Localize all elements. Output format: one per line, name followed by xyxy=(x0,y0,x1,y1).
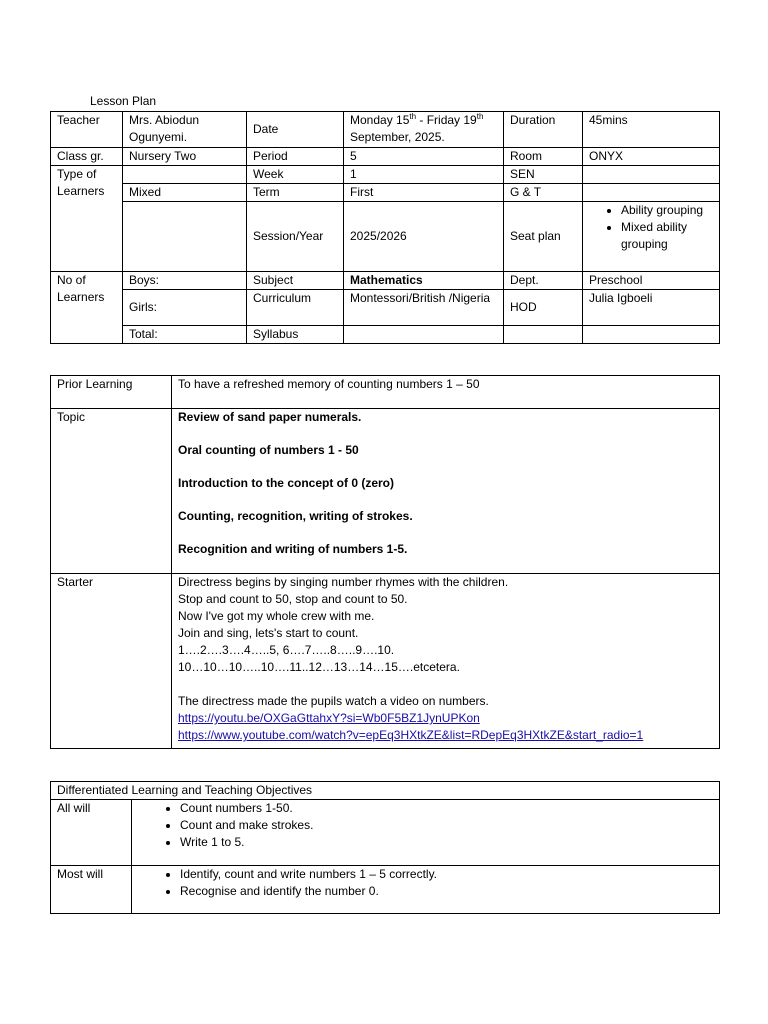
list-item: • Recognise and identify the number 0. xyxy=(180,883,713,900)
lesson-details-table xyxy=(50,375,720,749)
boys-label: Boys: xyxy=(123,272,247,290)
starter-line: Join and sing, lets's start to count. xyxy=(178,626,359,640)
most-will-list xyxy=(132,866,720,914)
girls-label: Girls: xyxy=(123,290,247,326)
topic-item: Review of sand paper numerals. xyxy=(178,410,362,424)
objectives-table xyxy=(50,781,720,914)
video-link-1[interactable]: https://youtu.be/OXGaGttahxY?si=Wb0F5BZ1JynUPKon xyxy=(178,711,480,725)
all-will-label: All will xyxy=(51,800,132,866)
topic-item: Oral counting of numbers 1 - 50 xyxy=(178,443,359,457)
objectives-header: Differentiated Learning and Teaching Objectives xyxy=(51,782,720,800)
duration-value: 45mins xyxy=(583,112,720,148)
week-label: Week xyxy=(247,166,344,184)
type-empty-cell xyxy=(123,166,247,184)
prior-learning-value: To have a refreshed memory of counting numbers 1 – 50 xyxy=(172,376,720,409)
list-item: • Identify, count and write numbers 1 – 5 correctly. xyxy=(180,866,713,883)
starter-label: Starter xyxy=(51,574,172,749)
topic-item: Recognition and writing of numbers 1-5. xyxy=(178,542,408,556)
list-item: • Count numbers 1-50. xyxy=(180,800,713,817)
seat-plan-label: Seat plan xyxy=(504,202,583,272)
total-label: Total: xyxy=(123,326,247,344)
room-value: ONYX xyxy=(583,148,720,166)
gt-value xyxy=(583,184,720,202)
topic-item: Counting, recognition, writing of strokes. xyxy=(178,509,413,523)
starter-video-text: The directress made the pupils watch a video on numbers. xyxy=(178,694,489,708)
empty-cell xyxy=(504,326,583,344)
class-label: Class gr. xyxy=(51,148,123,166)
topic-list xyxy=(172,409,720,574)
most-will-label: Most will xyxy=(51,866,132,914)
starter-line: Directress begins by singing number rhymes with the children. xyxy=(178,575,509,589)
term-label: Term xyxy=(247,184,344,202)
list-item: • Count and make strokes. xyxy=(180,817,713,834)
duration-label: Duration xyxy=(504,112,583,148)
subject-label: Subject xyxy=(247,272,344,290)
gt-label: G & T xyxy=(504,184,583,202)
topic-item: Introduction to the concept of 0 (zero) xyxy=(178,476,394,490)
syllabus-value xyxy=(344,326,504,344)
starter-line: Stop and count to 50, stop and count to 50. xyxy=(178,592,408,606)
starter-line: Now I've got my whole crew with me. xyxy=(178,609,375,623)
session-value: 2025/2026 xyxy=(344,202,504,272)
period-label: Period xyxy=(247,148,344,166)
prior-learning-label: Prior Learning xyxy=(51,376,172,409)
starter-content xyxy=(172,574,720,749)
all-will-list xyxy=(132,800,720,866)
list-item: • Write 1 to 5. xyxy=(180,834,713,851)
empty-cell xyxy=(583,326,720,344)
room-label: Room xyxy=(504,148,583,166)
session-label: Session/Year xyxy=(247,202,344,272)
session-empty-cell xyxy=(123,202,247,272)
starter-line: 1….2….3….4…..5, 6….7…..8…..9….10. xyxy=(178,643,395,657)
hod-value: Julia Igboeli xyxy=(583,290,720,326)
seat-item: • Ability grouping xyxy=(621,202,713,219)
dept-label: Dept. xyxy=(504,272,583,290)
subject-value: Mathematics xyxy=(344,272,504,290)
curriculum-label: Curriculum xyxy=(247,290,344,326)
lesson-info-table xyxy=(50,111,720,344)
topic-label: Topic xyxy=(51,409,172,574)
sen-label: SEN xyxy=(504,166,583,184)
class-value: Nursery Two xyxy=(123,148,247,166)
teacher-label: Teacher xyxy=(51,112,123,148)
starter-line: 10…10…10…..10….11..12…13…14…15….etcetera. xyxy=(178,660,460,674)
period-value: 5 xyxy=(344,148,504,166)
hod-label: HOD xyxy=(504,290,583,326)
type-value: Mixed xyxy=(123,184,247,202)
dept-value: Preschool xyxy=(583,272,720,290)
sen-value xyxy=(583,166,720,184)
curriculum-value: Montessori/British /Nigeria xyxy=(344,290,504,326)
page-title: Lesson Plan xyxy=(90,94,157,108)
date-value: Monday 15th - Friday 19th September, 2025. xyxy=(344,112,504,148)
seat-plan-value xyxy=(583,202,720,272)
seat-item: • Mixed ability grouping xyxy=(621,219,713,253)
type-of-learners-label: Type of Learners xyxy=(51,166,123,272)
week-value: 1 xyxy=(344,166,504,184)
no-of-learners-label: No of Learners xyxy=(51,272,123,344)
teacher-value: Mrs. Abiodun Ogunyemi. xyxy=(123,112,247,148)
syllabus-label: Syllabus xyxy=(247,326,344,344)
term-value: First xyxy=(344,184,504,202)
date-label: Date xyxy=(247,112,344,148)
video-link-2[interactable]: https://www.youtube.com/watch?v=epEq3HXtkZE&list=RDepEq3HXtkZE&start_radio=1 xyxy=(178,728,644,742)
